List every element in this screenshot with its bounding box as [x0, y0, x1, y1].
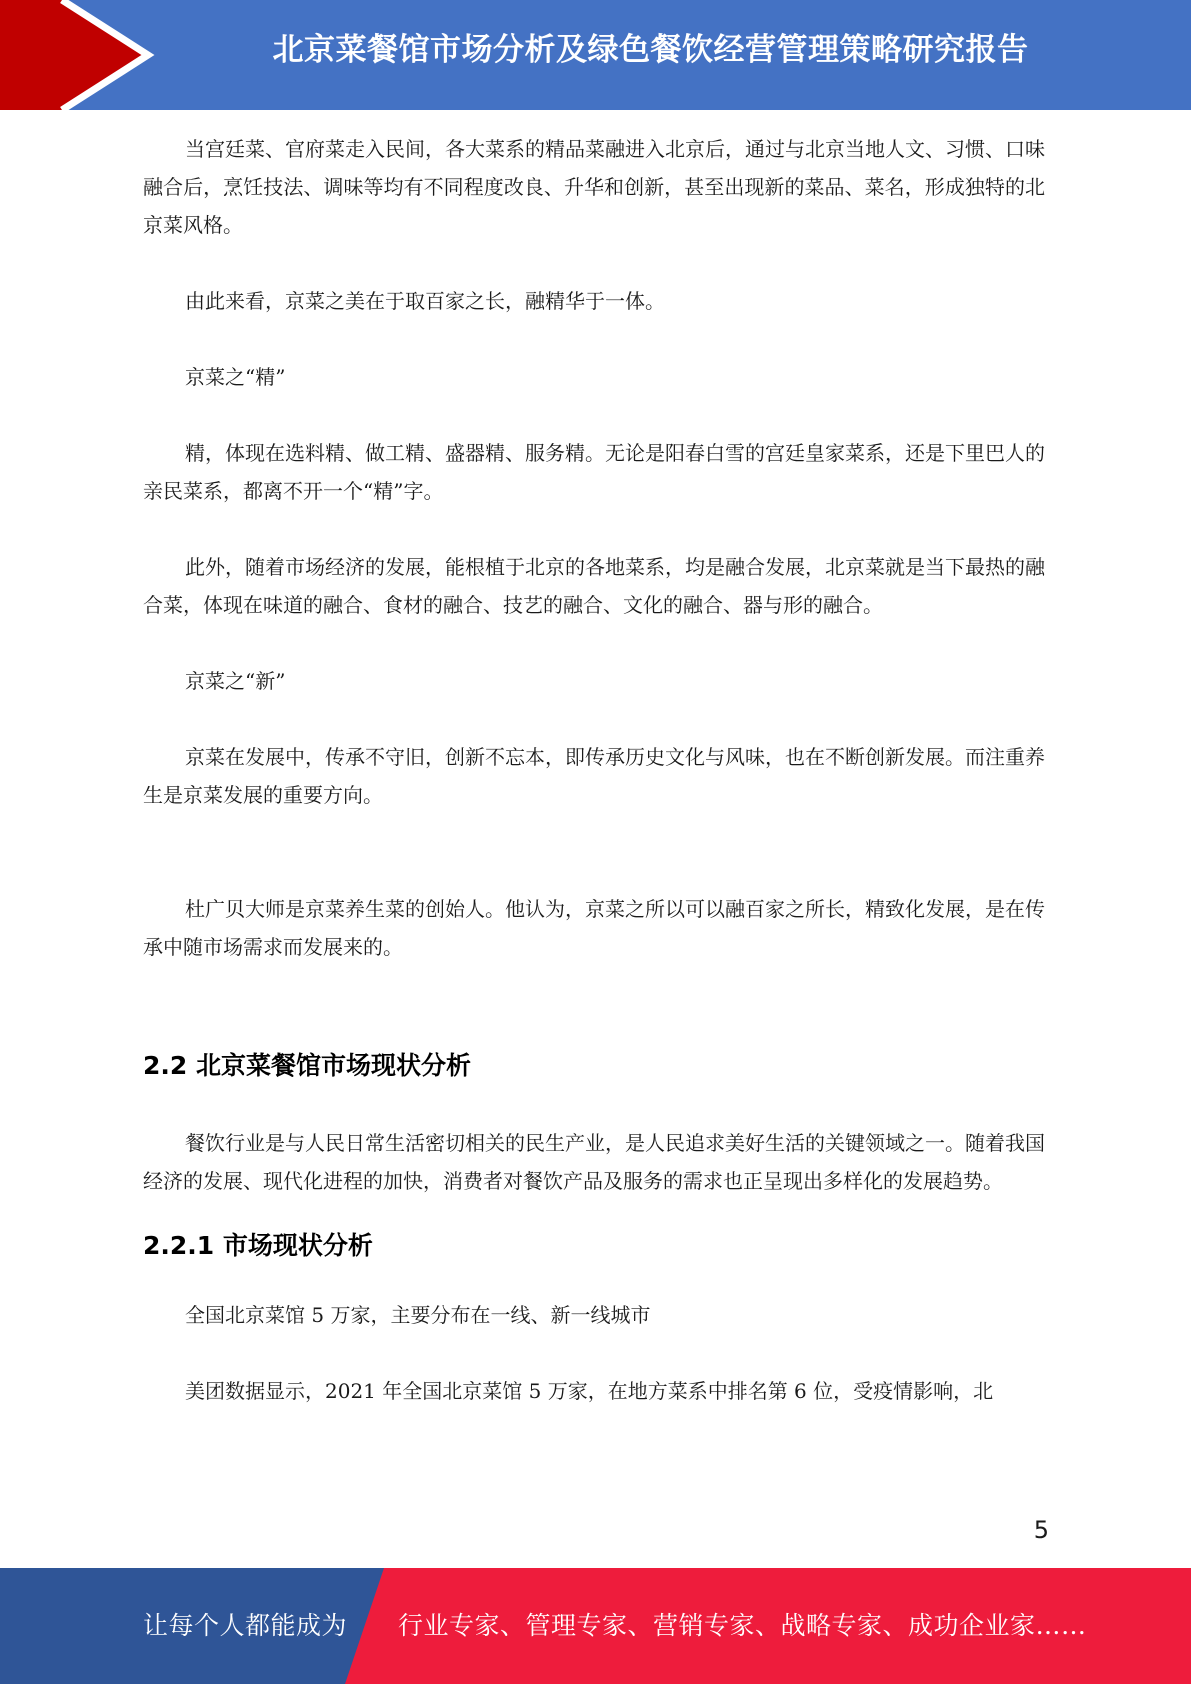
page-footer — [0, 1568, 1191, 1684]
header-chevron-decoration — [0, 0, 160, 110]
page-header — [0, 0, 1191, 110]
paragraph-5: 此外，随着市场经济的发展，能根植于北京的各地菜系，均是融合发展，北京菜就是当下最热的融合菜，体现在味道的融合、食材的融合、技艺的融合、文化的融合、器与形的融合。 — [143, 555, 1045, 617]
paragraph-7: 京菜在发展中，传承不守旧，创新不忘本，即传承历史文化与风味，也在不断创新发展。而注重养生是京菜发展的重要方向。 — [143, 745, 1045, 807]
document-title: 北京菜餐馆市场分析及绿色餐饮经营管理策略研究报告 — [272, 32, 1029, 68]
paragraph-3: 京菜之“精” — [185, 365, 286, 389]
section-heading-2-2-1: 2.2.1 市场现状分析 — [143, 1231, 373, 1260]
paragraph-10: 全国北京菜馆 5 万家，主要分布在一线、新一线城市 — [185, 1303, 651, 1327]
paragraph-4: 精，体现在选料精、做工精、盛器精、服务精。无论是阳春白雪的宫廷皇家菜系，还是下里巴人的亲民菜系，都离不开一个“精”字。 — [143, 441, 1045, 503]
paragraph-1: 当宫廷菜、官府菜走入民间，各大菜系的精品菜融进入北京后，通过与北京当地人文、习惯、口味融合后，烹饪技法、调味等均有不同程度改良、升华和创新，甚至出现新的菜品、菜名，形成独特的北京菜风格。 — [143, 137, 1045, 237]
section-heading-2-2: 2.2 北京菜餐馆市场现状分析 — [143, 1051, 471, 1080]
paragraph-9: 餐饮行业是与人民日常生活密切相关的民生产业，是人民追求美好生活的关键领域之一。随着我国经济的发展、现代化进程的加快，消费者对餐饮产品及服务的需求也正呈现出多样化的发展趋势。 — [143, 1131, 1045, 1193]
page-number: 5 — [1033, 1516, 1049, 1544]
footer-slogan-left: 让每个人都能成为 — [143, 1611, 348, 1640]
footer-slogan-right: 行业专家、管理专家、营销专家、战略专家、成功企业家…… — [398, 1611, 1087, 1640]
page-content — [143, 130, 1045, 1410]
paragraph-2: 由此来看，京菜之美在于取百家之长，融精华于一体。 — [185, 289, 665, 313]
paragraph-6: 京菜之“新” — [185, 669, 286, 693]
paragraph-11: 美团数据显示，2021 年全国北京菜馆 5 万家，在地方菜系中排名第 6 位，受疫情影响，北 — [185, 1379, 994, 1403]
paragraph-8: 杜广贝大师是京菜养生菜的创始人。他认为，京菜之所以可以融百家之所长，精致化发展，是在传承中随市场需求而发展来的。 — [143, 897, 1045, 959]
